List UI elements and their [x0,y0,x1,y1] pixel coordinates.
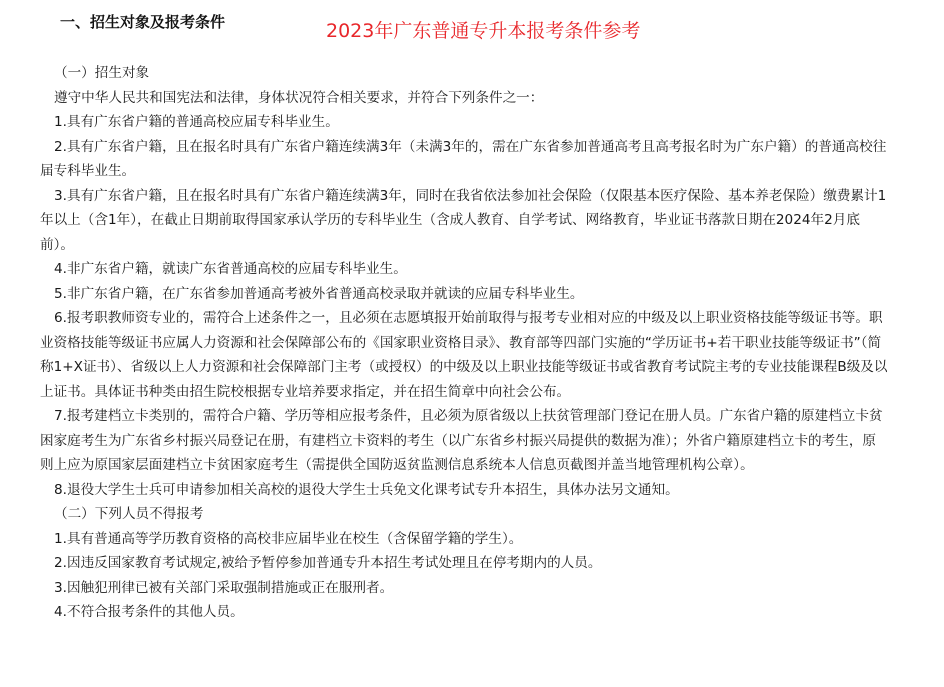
condition-item-2: 2.具有广东省户籍，且在报名时具有广东省户籍连续满3年（未满3年的，需在广东省参加普通高考且高考报名时为广东户籍）的普通高校往届专科毕业生。 [40,138,887,179]
document-body [40,61,888,625]
exclusion-item-1: 1.具有普通高等学历教育资格的高校非应届毕业在校生（含保留学籍的学生）。 [54,530,523,547]
condition-item-8: 8.退役大学生士兵可申请参加相关高校的退役大学生士兵免文化课考试专升本招生，具体办法另文通知。 [54,481,679,498]
exclusion-item-3: 3.因触犯刑律已被有关部门采取强制措施或正在服刑者。 [54,579,394,596]
condition-item-1: 1.具有广东省户籍的普通高校应届专科毕业生。 [54,114,339,130]
document-title: 2023年广东普通专升本报考条件参考 [326,20,641,42]
section-heading: 一、招生对象及报考条件 [60,13,226,31]
condition-item-5: 5.非广东省户籍，在广东省参加普通高考被外省普通高校录取并就读的应届专科毕业生。 [54,285,584,302]
subheading-exclusions: （二）下列人员不得报考 [54,506,204,522]
condition-item-3: 3.具有广东省户籍，且在报名时具有广东省户籍连续满3年，同时在我省依法参加社会保险（仅限基本医疗保险、基本养老保险）缴费累计1年以上（含1年），在截止日期前取得国家承认学历的专科毕业生（含成人教育、自学考试、网络教育，毕业证书落款日期在2024年2月底前）。 [40,187,887,253]
condition-item-4: 4.非广东省户籍，就读广东省普通高校的应届专科毕业生。 [54,261,407,277]
subheading-admission-targets: （一）招生对象 [54,65,150,81]
exclusion-item-2: 2.因违反国家教育考试规定,被给予暂停参加普通专升本招生考试处理且在停考期内的人员。 [54,555,602,571]
intro-paragraph: 遵守中华人民共和国宪法和法律，身体状况符合相关要求，并符合下列条件之一： [54,89,544,106]
condition-item-7: 7.报考建档立卡类别的，需符合户籍、学历等相应报考条件，且必须为原省级以上扶贫管理部门登记在册人员。广东省户籍的原建档立卡贫困家庭考生为广东省乡村振兴局登记在册，有建档立卡资料的考生（以广东省乡村振兴局提供的数据为准）；外省户籍原建档立卡的考生，原则上应为原国家层面建档立卡贫困家庭考生（需提供全国防返贫监测信息系统本人信息页截图并盖当地管理机构公章）。 [40,408,883,473]
condition-item-6: 6.报考职教师资专业的，需符合上述条件之一，且必须在志愿填报开始前取得与报考专业相对应的中级及以上职业资格技能等级证书等。职业资格技能等级证书应属人力资源和社会保障部公布的《国家职业资格目录》、教育部等四部门实施的“学历证书+若干职业技能等级证书”（简称1+X证书）、省级以上人力资源和社会保障部门主考（或授权）的中级及以上职业技能等级证书或省教育考试院主考的专业技能课程B级及以上证书。具体证书种类由招生院校根据专业培养要求指定，并在招生简章中向社会公布。 [40,310,888,400]
exclusion-item-4: 4.不符合报考条件的其他人员。 [54,604,244,620]
